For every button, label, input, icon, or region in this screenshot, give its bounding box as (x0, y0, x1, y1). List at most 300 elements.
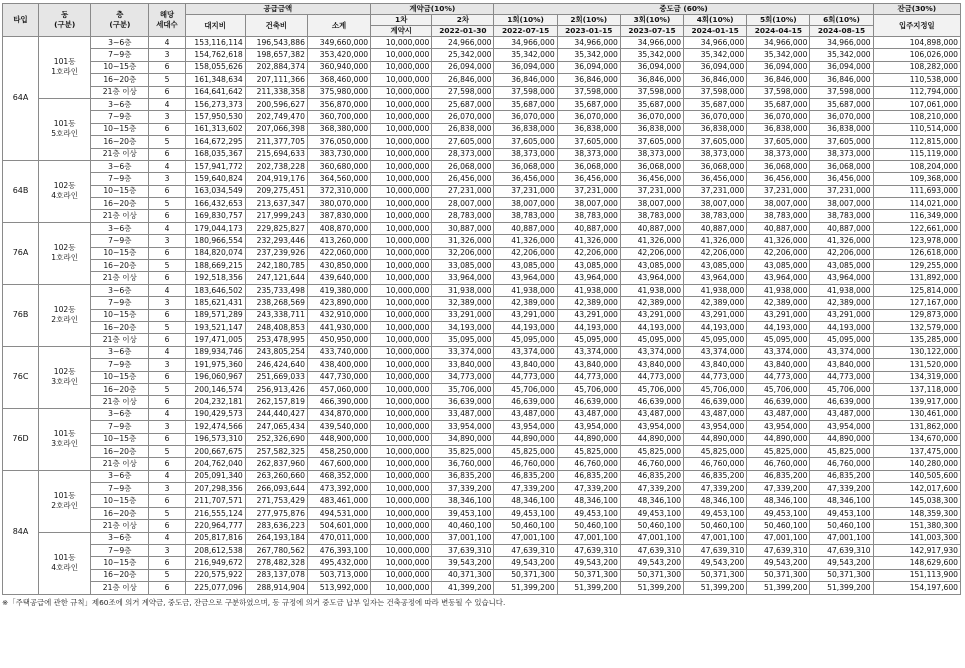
building-cost-cell: 283,137,078 (245, 569, 307, 581)
land-cost-cell: 192,474,566 (185, 421, 245, 433)
balance-cell: 108,282,000 (873, 61, 960, 73)
deposit-1-cell: 10,000,000 (371, 445, 432, 457)
floor-range-cell: 7~9층 (91, 359, 149, 371)
middle-payment-1-cell: 45,825,000 (494, 445, 557, 457)
dong-line-cell: 101동 5호라인 (39, 98, 91, 160)
building-cost-cell: 244,440,427 (245, 408, 307, 420)
header-mid-2: 2회(10%) (557, 15, 620, 26)
middle-payment-2-cell: 43,954,000 (557, 421, 620, 433)
balance-cell: 111,693,000 (873, 185, 960, 197)
building-cost-cell: 264,193,184 (245, 532, 307, 544)
land-cost-cell: 190,429,573 (185, 408, 245, 420)
deposit-1-cell: 10,000,000 (371, 198, 432, 210)
middle-payment-3-cell: 36,838,000 (620, 123, 683, 135)
land-cost-cell: 207,298,356 (185, 483, 245, 495)
deposit-1-cell: 10,000,000 (371, 334, 432, 346)
middle-payment-2-cell: 46,835,200 (557, 470, 620, 482)
deposit-2-cell: 24,966,000 (432, 37, 494, 49)
middle-payment-1-cell: 36,068,000 (494, 160, 557, 172)
land-cost-cell: 192,518,356 (185, 272, 245, 284)
table-row (3, 136, 961, 148)
floor-range-cell: 3~6층 (91, 532, 149, 544)
floor-range-cell: 7~9층 (91, 111, 149, 123)
subtotal-cell: 408,870,000 (307, 222, 370, 234)
middle-payment-1-cell: 50,371,300 (494, 569, 557, 581)
deposit-2-cell: 26,456,000 (432, 173, 494, 185)
middle-payment-3-cell: 36,070,000 (620, 111, 683, 123)
subtotal-cell: 467,600,000 (307, 458, 370, 470)
table-row (3, 470, 961, 482)
middle-payment-2-cell: 35,342,000 (557, 49, 620, 61)
floor-range-cell: 10~15층 (91, 61, 149, 73)
unit-count-cell: 3 (149, 111, 185, 123)
middle-payment-2-cell: 43,374,000 (557, 346, 620, 358)
middle-payment-5-cell: 40,887,000 (747, 222, 810, 234)
unit-count-cell: 5 (149, 569, 185, 581)
middle-payment-2-cell: 45,825,000 (557, 445, 620, 457)
deposit-2-cell: 31,326,000 (432, 235, 494, 247)
middle-payment-2-cell: 37,598,000 (557, 86, 620, 98)
middle-payment-1-cell: 43,487,000 (494, 408, 557, 420)
balance-cell: 142,917,930 (873, 545, 960, 557)
middle-payment-4-cell: 37,598,000 (684, 86, 747, 98)
unit-count-cell: 3 (149, 297, 185, 309)
header-dep2-date: 2022-01-30 (432, 26, 494, 37)
middle-payment-1-cell: 43,964,000 (494, 272, 557, 284)
land-cost-cell: 189,934,746 (185, 346, 245, 358)
deposit-2-cell: 26,068,000 (432, 160, 494, 172)
deposit-1-cell: 10,000,000 (371, 247, 432, 259)
floor-range-cell: 10~15층 (91, 433, 149, 445)
floor-range-cell: 7~9층 (91, 483, 149, 495)
middle-payment-6-cell: 36,070,000 (810, 111, 873, 123)
middle-payment-3-cell: 38,373,000 (620, 148, 683, 160)
middle-payment-6-cell: 46,835,200 (810, 470, 873, 482)
table-row (3, 532, 961, 544)
deposit-1-cell: 10,000,000 (371, 433, 432, 445)
middle-payment-3-cell: 48,346,100 (620, 495, 683, 507)
middle-payment-2-cell: 36,068,000 (557, 160, 620, 172)
middle-payment-4-cell: 41,938,000 (684, 284, 747, 296)
table-row (3, 507, 961, 519)
table-row (3, 98, 961, 110)
floor-range-cell: 7~9층 (91, 421, 149, 433)
header-mid-4: 4회(10%) (684, 15, 747, 26)
middle-payment-4-cell: 47,639,310 (684, 545, 747, 557)
table-row (3, 396, 961, 408)
middle-payment-1-cell: 43,085,000 (494, 260, 557, 272)
land-cost-cell: 220,964,777 (185, 520, 245, 532)
middle-payment-2-cell: 37,231,000 (557, 185, 620, 197)
supply-price-table (2, 3, 961, 595)
header-mid-6-date: 2024-08-15 (810, 26, 873, 37)
subtotal-cell: 441,930,000 (307, 321, 370, 333)
balance-cell: 112,815,000 (873, 136, 960, 148)
deposit-2-cell: 33,954,000 (432, 421, 494, 433)
subtotal-cell: 432,910,000 (307, 309, 370, 321)
middle-payment-6-cell: 48,346,100 (810, 495, 873, 507)
middle-payment-1-cell: 46,760,000 (494, 458, 557, 470)
land-cost-cell: 205,091,340 (185, 470, 245, 482)
balance-cell: 137,475,000 (873, 445, 960, 457)
building-cost-cell: 263,260,660 (245, 470, 307, 482)
middle-payment-6-cell: 49,543,200 (810, 557, 873, 569)
middle-payment-5-cell: 50,460,100 (747, 520, 810, 532)
unit-type-cell: 76A (3, 222, 39, 284)
middle-payment-6-cell: 42,206,000 (810, 247, 873, 259)
subtotal-cell: 468,352,000 (307, 470, 370, 482)
header-mid-5-date: 2024-04-15 (747, 26, 810, 37)
land-cost-cell: 166,432,653 (185, 198, 245, 210)
middle-payment-1-cell: 37,605,000 (494, 136, 557, 148)
building-cost-cell: 213,637,347 (245, 198, 307, 210)
unit-count-cell: 4 (149, 408, 185, 420)
table-row (3, 520, 961, 532)
middle-payment-1-cell: 36,846,000 (494, 74, 557, 86)
table-row (3, 272, 961, 284)
middle-payment-5-cell: 36,068,000 (747, 160, 810, 172)
header-mid-6: 6회(10%) (810, 15, 873, 26)
subtotal-cell: 372,310,000 (307, 185, 370, 197)
deposit-2-cell: 32,389,000 (432, 297, 494, 309)
header-dep1: 1차 (371, 15, 432, 26)
middle-payment-3-cell: 40,887,000 (620, 222, 683, 234)
table-row (3, 458, 961, 470)
unit-count-cell: 4 (149, 37, 185, 49)
middle-payment-5-cell: 43,085,000 (747, 260, 810, 272)
middle-payment-4-cell: 44,890,000 (684, 433, 747, 445)
middle-payment-4-cell: 40,887,000 (684, 222, 747, 234)
deposit-1-cell: 10,000,000 (371, 483, 432, 495)
deposit-2-cell: 33,291,000 (432, 309, 494, 321)
middle-payment-1-cell: 40,887,000 (494, 222, 557, 234)
middle-payment-1-cell: 43,374,000 (494, 346, 557, 358)
middle-payment-1-cell: 38,373,000 (494, 148, 557, 160)
deposit-2-cell: 37,001,100 (432, 532, 494, 544)
middle-payment-3-cell: 41,938,000 (620, 284, 683, 296)
deposit-2-cell: 33,487,000 (432, 408, 494, 420)
middle-payment-2-cell: 46,639,000 (557, 396, 620, 408)
middle-payment-3-cell: 47,339,200 (620, 483, 683, 495)
deposit-2-cell: 26,070,000 (432, 111, 494, 123)
unit-count-cell: 6 (149, 433, 185, 445)
dong-line-cell: 102동 4호라인 (39, 160, 91, 222)
unit-count-cell: 4 (149, 284, 185, 296)
table-row (3, 37, 961, 49)
floor-range-cell: 3~6층 (91, 408, 149, 420)
subtotal-cell: 368,380,000 (307, 123, 370, 135)
land-cost-cell: 220,575,922 (185, 569, 245, 581)
middle-payment-2-cell: 37,605,000 (557, 136, 620, 148)
dong-line-cell: 101동 1호라인 (39, 37, 91, 99)
middle-payment-5-cell: 43,487,000 (747, 408, 810, 420)
unit-type-cell: 64B (3, 160, 39, 222)
middle-payment-1-cell: 42,206,000 (494, 247, 557, 259)
header-mid-1-date: 2022-07-15 (494, 26, 557, 37)
middle-payment-2-cell: 36,846,000 (557, 74, 620, 86)
floor-range-cell: 21층 이상 (91, 520, 149, 532)
middle-payment-5-cell: 46,639,000 (747, 396, 810, 408)
header-land: 대지비 (185, 15, 245, 37)
middle-payment-6-cell: 43,964,000 (810, 272, 873, 284)
header-dong-text: 동 (구분) (54, 10, 76, 29)
floor-range-cell: 21층 이상 (91, 148, 149, 160)
deposit-2-cell: 36,639,000 (432, 396, 494, 408)
middle-payment-6-cell: 50,371,300 (810, 569, 873, 581)
middle-payment-2-cell: 36,456,000 (557, 173, 620, 185)
middle-payment-4-cell: 36,070,000 (684, 111, 747, 123)
table-row (3, 222, 961, 234)
balance-cell: 154,197,600 (873, 582, 960, 594)
subtotal-cell: 457,060,000 (307, 383, 370, 395)
middle-payment-1-cell: 43,291,000 (494, 309, 557, 321)
balance-cell: 139,917,000 (873, 396, 960, 408)
land-cost-cell: 200,667,675 (185, 445, 245, 457)
middle-payment-5-cell: 43,964,000 (747, 272, 810, 284)
floor-range-cell: 10~15층 (91, 247, 149, 259)
deposit-2-cell: 37,339,200 (432, 483, 494, 495)
balance-cell: 132,579,000 (873, 321, 960, 333)
unit-count-cell: 6 (149, 520, 185, 532)
floor-range-cell: 10~15층 (91, 185, 149, 197)
land-cost-cell: 216,949,672 (185, 557, 245, 569)
building-cost-cell: 232,293,446 (245, 235, 307, 247)
middle-payment-2-cell: 38,007,000 (557, 198, 620, 210)
middle-payment-6-cell: 47,639,310 (810, 545, 873, 557)
header-supply: 공급금액 (185, 4, 371, 15)
balance-cell: 130,461,000 (873, 408, 960, 420)
middle-payment-3-cell: 42,206,000 (620, 247, 683, 259)
middle-payment-6-cell: 38,783,000 (810, 210, 873, 222)
deposit-2-cell: 35,825,000 (432, 445, 494, 457)
middle-payment-6-cell: 43,954,000 (810, 421, 873, 433)
balance-cell: 145,038,300 (873, 495, 960, 507)
middle-payment-4-cell: 44,773,000 (684, 371, 747, 383)
subtotal-cell: 376,050,000 (307, 136, 370, 148)
middle-payment-6-cell: 46,639,000 (810, 396, 873, 408)
deposit-1-cell: 10,000,000 (371, 86, 432, 98)
middle-payment-2-cell: 47,339,200 (557, 483, 620, 495)
land-cost-cell: 163,034,549 (185, 185, 245, 197)
building-cost-cell: 277,975,876 (245, 507, 307, 519)
header-mid-5: 5회(10%) (747, 15, 810, 26)
middle-payment-1-cell: 49,453,100 (494, 507, 557, 519)
middle-payment-6-cell: 50,460,100 (810, 520, 873, 532)
table-row (3, 284, 961, 296)
floor-range-cell: 7~9층 (91, 545, 149, 557)
middle-payment-3-cell: 43,840,000 (620, 359, 683, 371)
floor-range-cell: 7~9층 (91, 235, 149, 247)
middle-payment-5-cell: 45,706,000 (747, 383, 810, 395)
balance-cell: 131,862,000 (873, 421, 960, 433)
land-cost-cell: 164,641,642 (185, 86, 245, 98)
land-cost-cell: 191,975,360 (185, 359, 245, 371)
deposit-2-cell: 27,605,000 (432, 136, 494, 148)
unit-count-cell: 5 (149, 383, 185, 395)
deposit-2-cell: 33,085,000 (432, 260, 494, 272)
land-cost-cell: 205,817,816 (185, 532, 245, 544)
middle-payment-6-cell: 47,001,100 (810, 532, 873, 544)
floor-range-cell: 21층 이상 (91, 582, 149, 594)
deposit-1-cell: 10,000,000 (371, 222, 432, 234)
middle-payment-2-cell: 49,543,200 (557, 557, 620, 569)
middle-payment-3-cell: 35,687,000 (620, 98, 683, 110)
building-cost-cell: 202,738,228 (245, 160, 307, 172)
subtotal-cell: 423,890,000 (307, 297, 370, 309)
floor-range-cell: 16~20층 (91, 507, 149, 519)
floor-range-cell: 3~6층 (91, 37, 149, 49)
deposit-1-cell: 10,000,000 (371, 396, 432, 408)
land-cost-cell: 204,762,040 (185, 458, 245, 470)
unit-count-cell: 6 (149, 495, 185, 507)
land-cost-cell: 169,830,757 (185, 210, 245, 222)
middle-payment-5-cell: 35,687,000 (747, 98, 810, 110)
floor-range-cell: 16~20층 (91, 569, 149, 581)
middle-payment-1-cell: 48,346,100 (494, 495, 557, 507)
middle-payment-1-cell: 36,456,000 (494, 173, 557, 185)
middle-payment-3-cell: 46,760,000 (620, 458, 683, 470)
subtotal-cell: 433,740,000 (307, 346, 370, 358)
land-cost-cell: 157,950,530 (185, 111, 245, 123)
land-cost-cell: 157,941,772 (185, 160, 245, 172)
land-cost-cell: 200,146,574 (185, 383, 245, 395)
building-cost-cell: 243,338,711 (245, 309, 307, 321)
middle-payment-5-cell: 38,007,000 (747, 198, 810, 210)
table-row (3, 334, 961, 346)
middle-payment-6-cell: 36,068,000 (810, 160, 873, 172)
deposit-1-cell: 10,000,000 (371, 371, 432, 383)
building-cost-cell: 202,749,470 (245, 111, 307, 123)
middle-payment-4-cell: 38,783,000 (684, 210, 747, 222)
table-row (3, 582, 961, 594)
middle-payment-3-cell: 43,954,000 (620, 421, 683, 433)
middle-payment-1-cell: 43,954,000 (494, 421, 557, 433)
unit-count-cell: 6 (149, 185, 185, 197)
middle-payment-3-cell: 44,890,000 (620, 433, 683, 445)
middle-payment-2-cell: 46,760,000 (557, 458, 620, 470)
middle-payment-6-cell: 35,687,000 (810, 98, 873, 110)
middle-payment-5-cell: 41,326,000 (747, 235, 810, 247)
middle-payment-3-cell: 44,193,000 (620, 321, 683, 333)
table-row (3, 433, 961, 445)
deposit-1-cell: 10,000,000 (371, 321, 432, 333)
middle-payment-5-cell: 37,605,000 (747, 136, 810, 148)
table-row (3, 545, 961, 557)
middle-payment-5-cell: 36,094,000 (747, 61, 810, 73)
building-cost-cell: 271,753,429 (245, 495, 307, 507)
middle-payment-6-cell: 44,890,000 (810, 433, 873, 445)
deposit-1-cell: 10,000,000 (371, 37, 432, 49)
middle-payment-3-cell: 37,598,000 (620, 86, 683, 98)
balance-cell: 125,814,000 (873, 284, 960, 296)
header-mid-2-date: 2023-01-15 (557, 26, 620, 37)
building-cost-cell: 229,825,827 (245, 222, 307, 234)
deposit-1-cell: 10,000,000 (371, 557, 432, 569)
floor-range-cell: 16~20층 (91, 260, 149, 272)
middle-payment-4-cell: 37,231,000 (684, 185, 747, 197)
middle-payment-6-cell: 34,966,000 (810, 37, 873, 49)
balance-cell: 123,978,000 (873, 235, 960, 247)
middle-payment-3-cell: 34,966,000 (620, 37, 683, 49)
table-row (3, 408, 961, 420)
middle-payment-2-cell: 44,193,000 (557, 321, 620, 333)
deposit-1-cell: 10,000,000 (371, 408, 432, 420)
subtotal-cell: 360,940,000 (307, 61, 370, 73)
middle-payment-5-cell: 44,890,000 (747, 433, 810, 445)
deposit-2-cell: 27,231,000 (432, 185, 494, 197)
middle-payment-6-cell: 37,598,000 (810, 86, 873, 98)
land-cost-cell: 164,672,295 (185, 136, 245, 148)
middle-payment-3-cell: 42,389,000 (620, 297, 683, 309)
table-row (3, 557, 961, 569)
table-header (3, 4, 961, 37)
building-cost-cell: 209,275,451 (245, 185, 307, 197)
middle-payment-3-cell: 36,846,000 (620, 74, 683, 86)
deposit-2-cell: 34,890,000 (432, 433, 494, 445)
balance-cell: 134,670,000 (873, 433, 960, 445)
building-cost-cell: 217,999,243 (245, 210, 307, 222)
unit-count-cell: 6 (149, 272, 185, 284)
building-cost-cell: 196,543,886 (245, 37, 307, 49)
unit-type-cell: 84A (3, 470, 39, 594)
unit-count-cell: 4 (149, 222, 185, 234)
floor-range-cell: 16~20층 (91, 445, 149, 457)
building-cost-cell: 242,180,785 (245, 260, 307, 272)
unit-count-cell: 6 (149, 334, 185, 346)
middle-payment-4-cell: 43,374,000 (684, 346, 747, 358)
deposit-2-cell: 32,206,000 (432, 247, 494, 259)
table-row (3, 346, 961, 358)
floor-range-cell: 16~20층 (91, 321, 149, 333)
middle-payment-6-cell: 45,825,000 (810, 445, 873, 457)
table-row (3, 445, 961, 457)
middle-payment-3-cell: 45,706,000 (620, 383, 683, 395)
deposit-2-cell: 41,399,200 (432, 582, 494, 594)
middle-payment-1-cell: 44,890,000 (494, 433, 557, 445)
subtotal-cell: 422,060,000 (307, 247, 370, 259)
middle-payment-3-cell: 46,639,000 (620, 396, 683, 408)
deposit-1-cell: 10,000,000 (371, 309, 432, 321)
middle-payment-4-cell: 46,760,000 (684, 458, 747, 470)
middle-payment-2-cell: 49,453,100 (557, 507, 620, 519)
subtotal-cell: 495,432,000 (307, 557, 370, 569)
header-middle: 중도금 (60%) (494, 4, 873, 15)
middle-payment-4-cell: 45,706,000 (684, 383, 747, 395)
land-cost-cell: 208,612,538 (185, 545, 245, 557)
middle-payment-4-cell: 43,954,000 (684, 421, 747, 433)
deposit-1-cell: 10,000,000 (371, 359, 432, 371)
middle-payment-2-cell: 50,460,100 (557, 520, 620, 532)
middle-payment-2-cell: 44,890,000 (557, 433, 620, 445)
middle-payment-4-cell: 36,456,000 (684, 173, 747, 185)
balance-cell: 122,661,000 (873, 222, 960, 234)
middle-payment-2-cell: 44,773,000 (557, 371, 620, 383)
unit-count-cell: 6 (149, 148, 185, 160)
deposit-2-cell: 25,687,000 (432, 98, 494, 110)
middle-payment-2-cell: 35,687,000 (557, 98, 620, 110)
building-cost-cell: 207,111,366 (245, 74, 307, 86)
subtotal-cell: 513,992,000 (307, 582, 370, 594)
middle-payment-1-cell: 45,095,000 (494, 334, 557, 346)
land-cost-cell: 211,707,571 (185, 495, 245, 507)
unit-count-cell: 6 (149, 247, 185, 259)
middle-payment-1-cell: 47,639,310 (494, 545, 557, 557)
building-cost-cell: 247,065,434 (245, 421, 307, 433)
footnote: ※「주택공급에 관한 규칙」제60조에 의거 계약금, 중도금, 잔금으로 구분하였으며, 동 규정에 의거 중도금 납부 일자는 건축공정에 따라 변동될 수 있습니다. (2, 597, 506, 607)
header-balance: 잔금(30%) (873, 4, 960, 15)
table-row (3, 260, 961, 272)
building-cost-cell: 237,239,926 (245, 247, 307, 259)
